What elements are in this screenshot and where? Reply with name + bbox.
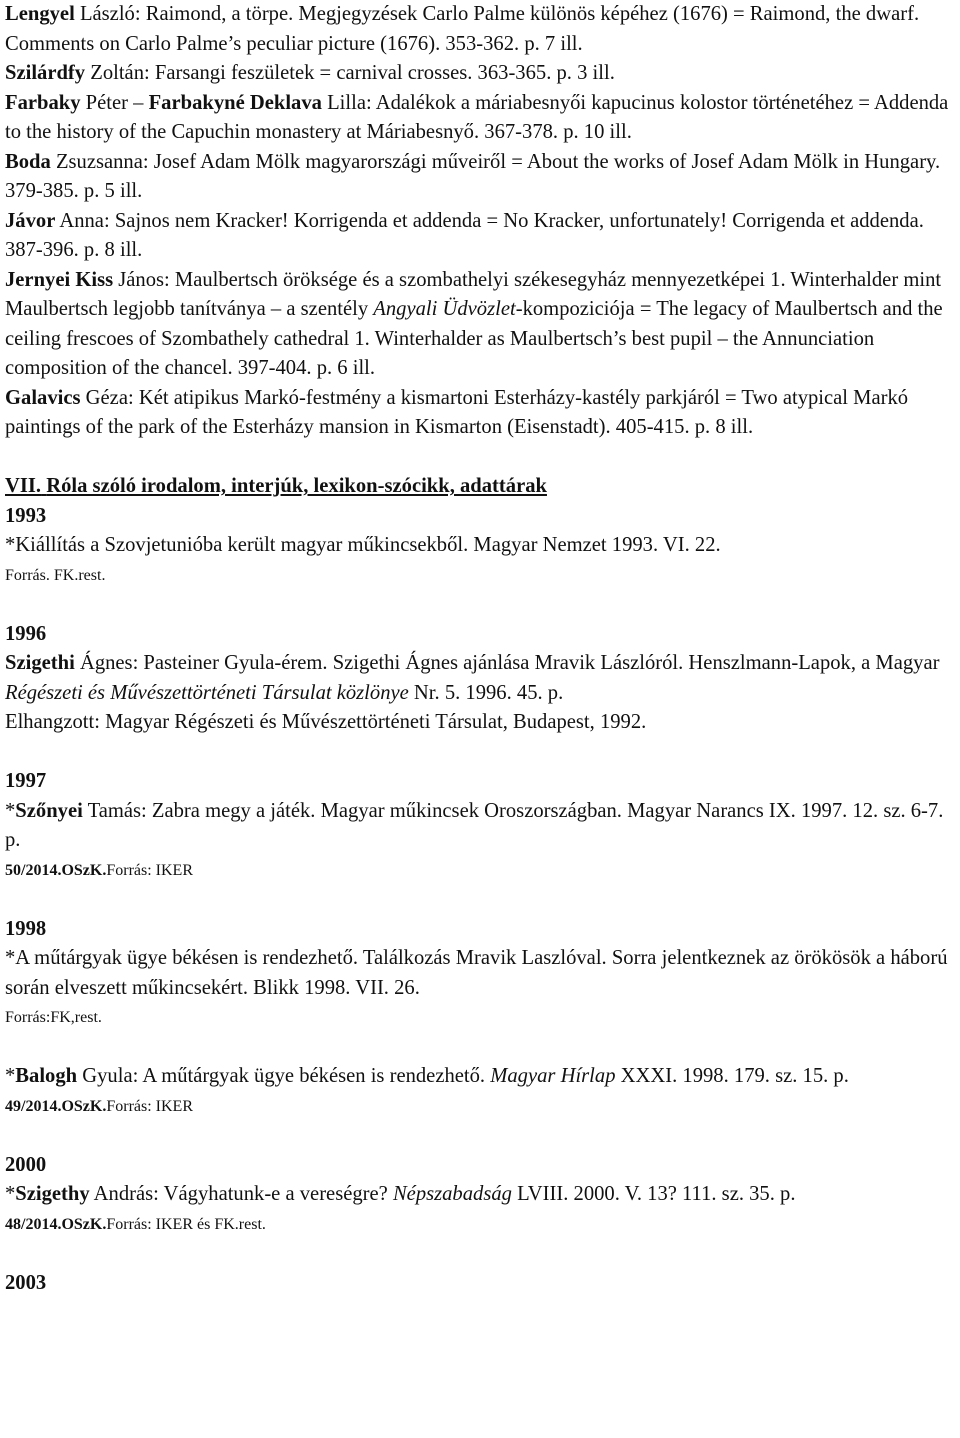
entry-text: László: Raimond, a törpe. Megjegyzések Carlo Palme különös képéhez (1676) = Raimond, the dwarf. Comments on Carlo Palme’s peculiar picture (1676). 353-362. p. 7 ill. [5, 3, 920, 55]
entry-text: XXXI. 1998. 179. sz. 15. p. [615, 1065, 849, 1087]
section-heading [5, 472, 957, 502]
entry-italic-title: Régészeti és Művészettörténeti Társulat közlönye [5, 681, 409, 704]
author-name: Boda [5, 150, 51, 173]
source-note [5, 1210, 957, 1240]
entry-1996 [5, 649, 957, 708]
author-name: Lengyel [5, 3, 75, 25]
year-heading-1998: 1998 [5, 917, 47, 940]
entry-text: András: Vágyhatunk-e a vereségre? [89, 1183, 393, 1205]
spacer [5, 1239, 957, 1269]
entry-lengyel [5, 0, 957, 59]
document-page [5, 0, 957, 1298]
spacer [5, 1033, 957, 1063]
source-note [5, 1092, 957, 1122]
section-number: VII. [5, 475, 42, 497]
entry-text: János: Maulbertsch öröksége és a szombathelyi székesegyház mennyezetképei 1. Winterhalder mint Maulbertsch legjobb tanítványa – a szentély [5, 268, 942, 320]
entry-text: -kompoziciója = The legacy of Maulbertsch and the ceiling frescoes of Szombathely cathedral 1. Winterhalder as Maulbertsch’s best pupil – the Annunciation composition of the chancel. 397-404. p. 6 ill. [5, 298, 943, 379]
spacer [5, 590, 957, 620]
entry-szilardfy [5, 59, 957, 89]
entry-text: Ágnes: Pasteiner Gyula-érem. Szigethi Ágnes ajánlása Mravik Lászlóról. Henszlmann-Lapok, a Magyar [74, 652, 940, 674]
spacer [5, 738, 957, 768]
author-name: Jernyei Kiss [5, 268, 114, 291]
author-name: Farbaky [5, 91, 81, 114]
entry-italic-title: Népszabadság [392, 1183, 512, 1205]
year-heading-1993: 1993 [5, 504, 47, 527]
entry-text: Tamás: Zabra megy a játék. Magyar műkincsek Oroszországban. Magyar Narancs IX. 1997. 12. sz. 6-7. p. [5, 799, 944, 851]
author-name-2: Farbakyné Deklava [148, 91, 322, 114]
source-text: Forrás: IKER és FK.rest. [106, 1215, 266, 1233]
year-heading-2000: 2000 [5, 1153, 47, 1176]
entry-1993: *Kiállítás a Szovjetunióba került magyar műkincsekből. Magyar Nemzet 1993. VI. 22. [5, 534, 721, 556]
entry-text: Nr. 5. 1996. 45. p. [408, 681, 564, 704]
author-name: Jávor [5, 209, 56, 232]
entry-text: Péter – [80, 91, 149, 114]
entry-italic-title: Magyar Hírlap [490, 1065, 616, 1087]
author-name: Szigethy [15, 1183, 90, 1205]
section-title: Róla szóló irodalom, interjúk, lexikon-szócikk, adattárak [46, 475, 547, 497]
entry-text: Lilla: Adalékok a máriabesnyői kapucinus kolostor történetéhez = Addenda to the history of the Capuchin monastery at Máriabesnyő. 367-378. p. 10 ill. [5, 91, 949, 143]
entry-star: * [5, 1065, 16, 1087]
year-heading-2003: 2003 [5, 1271, 47, 1294]
spacer [5, 443, 957, 473]
source-note: Forrás. FK.rest. [5, 566, 106, 584]
source-id: 48/2014.OSzK. [5, 1215, 107, 1233]
entry-2000 [5, 1180, 957, 1210]
spacer [5, 1121, 957, 1151]
year-heading-1997: 1997 [5, 770, 47, 792]
source-text: Forrás: IKER [106, 861, 193, 879]
author-name: Balogh [15, 1065, 78, 1087]
entry-javor [5, 207, 957, 266]
entry-text: Zsuzsanna: Josef Adam Mölk magyarországi műveiről = About the works of Josef Adam Mölk in Hungary. 379-385. p. 5 ill. [5, 150, 941, 202]
author-name: Szőnyei [15, 799, 83, 822]
spacer [5, 885, 957, 915]
entry-1996-note: Elhangzott: Magyar Régészeti és Művészettörténeti Társulat, Budapest, 1992. [5, 711, 647, 733]
year-heading-1996: 1996 [5, 622, 47, 645]
entry-farbaky [5, 89, 957, 148]
source-text: Forrás: IKER [106, 1097, 193, 1115]
author-name: Galavics [5, 386, 81, 409]
entry-galavics [5, 384, 957, 443]
entry-text: Anna: Sajnos nem Kracker! Korrigenda et addenda = No Kracker, unfortunately! Corrigenda et addenda. 387-396. p. 8 ill. [5, 209, 924, 261]
entry-text: LVIII. 2000. V. 13? 111. sz. 35. p. [511, 1183, 796, 1205]
author-name: Szigethi [5, 652, 75, 674]
entry-star: * [5, 1183, 16, 1205]
entry-jernyei-kiss [5, 266, 957, 384]
source-note: Forrás:FK,rest. [5, 1009, 102, 1026]
entry-boda [5, 148, 957, 207]
entry-text: Géza: Két atipikus Markó-festmény a kismartoni Esterházy-kastély parkjáról = Two atypical Markó paintings of the park of the Esterházy mansion in Kismarton (Eisenstadt). 405-415. p. 8 ill. [5, 386, 909, 438]
entry-1998: *A műtárgyak ügye békésen is rendezhető. Találkozás Mravik Laszlóval. Sorra jelentkeznek az örökösök a háború során elveszett műkincsekért. Blikk 1998. VII. 26. [5, 947, 948, 999]
source-id: 50/2014.OSzK. [5, 861, 107, 879]
author-name: Szilárdfy [5, 62, 86, 84]
entry-text: Gyula: A műtárgyak ügye békésen is rendezhető. [77, 1065, 491, 1087]
entry-1997 [5, 797, 957, 856]
entry-text: Zoltán: Farsangi feszületek = carnival crosses. 363-365. p. 3 ill. [85, 62, 615, 84]
entry-star: * [5, 799, 16, 822]
entry-italic-title: Angyali Üdvözlet [373, 298, 516, 320]
source-id: 49/2014.OSzK. [5, 1097, 107, 1115]
source-note [5, 856, 957, 886]
entry-1998-balogh [5, 1062, 957, 1092]
